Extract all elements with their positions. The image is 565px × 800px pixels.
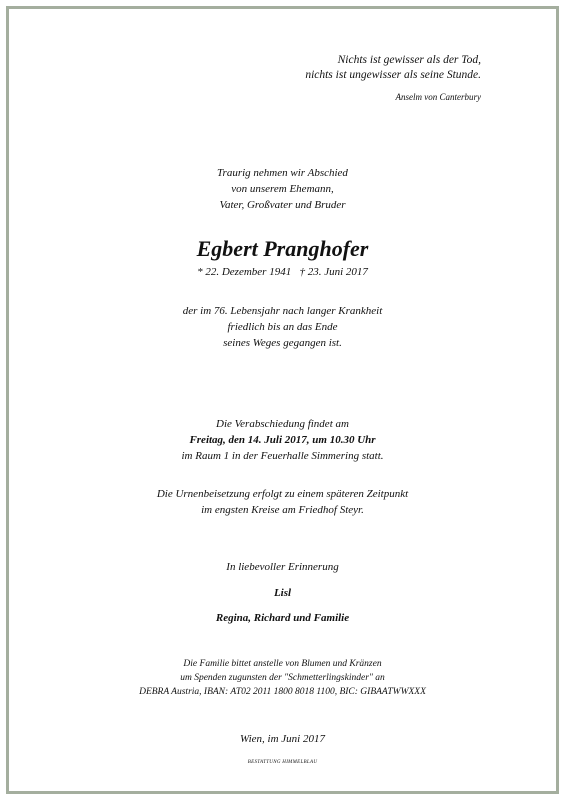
donation-line-1: Die Familie bittet anstelle von Blumen und Kränzen — [183, 659, 382, 669]
passing-line-3: seines Weges gegangen ist. — [223, 337, 342, 349]
passing-line-2: friedlich bis an das Ende — [227, 321, 338, 333]
intro-line-3: Vater, Großvater und Bruder — [219, 199, 346, 211]
deceased-dates: * 22. Dezember 1941 † 23. Juni 2017 — [197, 266, 368, 278]
mourner-family: Regina, Richard und Familie — [215, 612, 350, 624]
quote-author: Anselm von Canterbury — [395, 92, 481, 102]
passing-line-1: der im 76. Lebensjahr nach langer Krankheit — [182, 305, 383, 317]
quote-line-1: Nichts ist gewisser als der Tod, — [337, 54, 481, 66]
mourner-spouse: Lisl — [273, 587, 292, 599]
farewell-date-time: Freitag, den 14. Juli 2017, um 10.30 Uhr — [189, 434, 376, 446]
undertaker-name: BESTATTUNG HIMMELBLAU — [247, 760, 318, 765]
place-date: Wien, im Juni 2017 — [240, 733, 325, 745]
quote-line-2: nichts ist ungewisser als seine Stunde. — [305, 69, 481, 81]
intro-line-2: von unserem Ehemann, — [231, 183, 334, 195]
mourners-heading: In liebevoller Erinnerung — [226, 561, 339, 573]
urn-line-1: Die Urnenbeisetzung erfolgt zu einem späteren Zeitpunkt — [156, 488, 409, 500]
deceased-name: Egbert Pranghofer — [196, 236, 369, 261]
farewell-line-1: Die Verabschiedung findet am — [216, 418, 349, 430]
donation-line-2: um Spenden zugunsten der "Schmetterlingskinder" an — [180, 673, 385, 683]
farewell-location: im Raum 1 in der Feuerhalle Simmering statt. — [181, 450, 384, 462]
urn-line-2: im engsten Kreise am Friedhof Steyr. — [201, 504, 364, 516]
intro-line-1: Traurig nehmen wir Abschied — [217, 167, 348, 179]
donation-line-3: DEBRA Austria, IBAN: AT02 2011 1800 8018 1100, BIC: GIBAATWWXXX — [139, 687, 426, 697]
